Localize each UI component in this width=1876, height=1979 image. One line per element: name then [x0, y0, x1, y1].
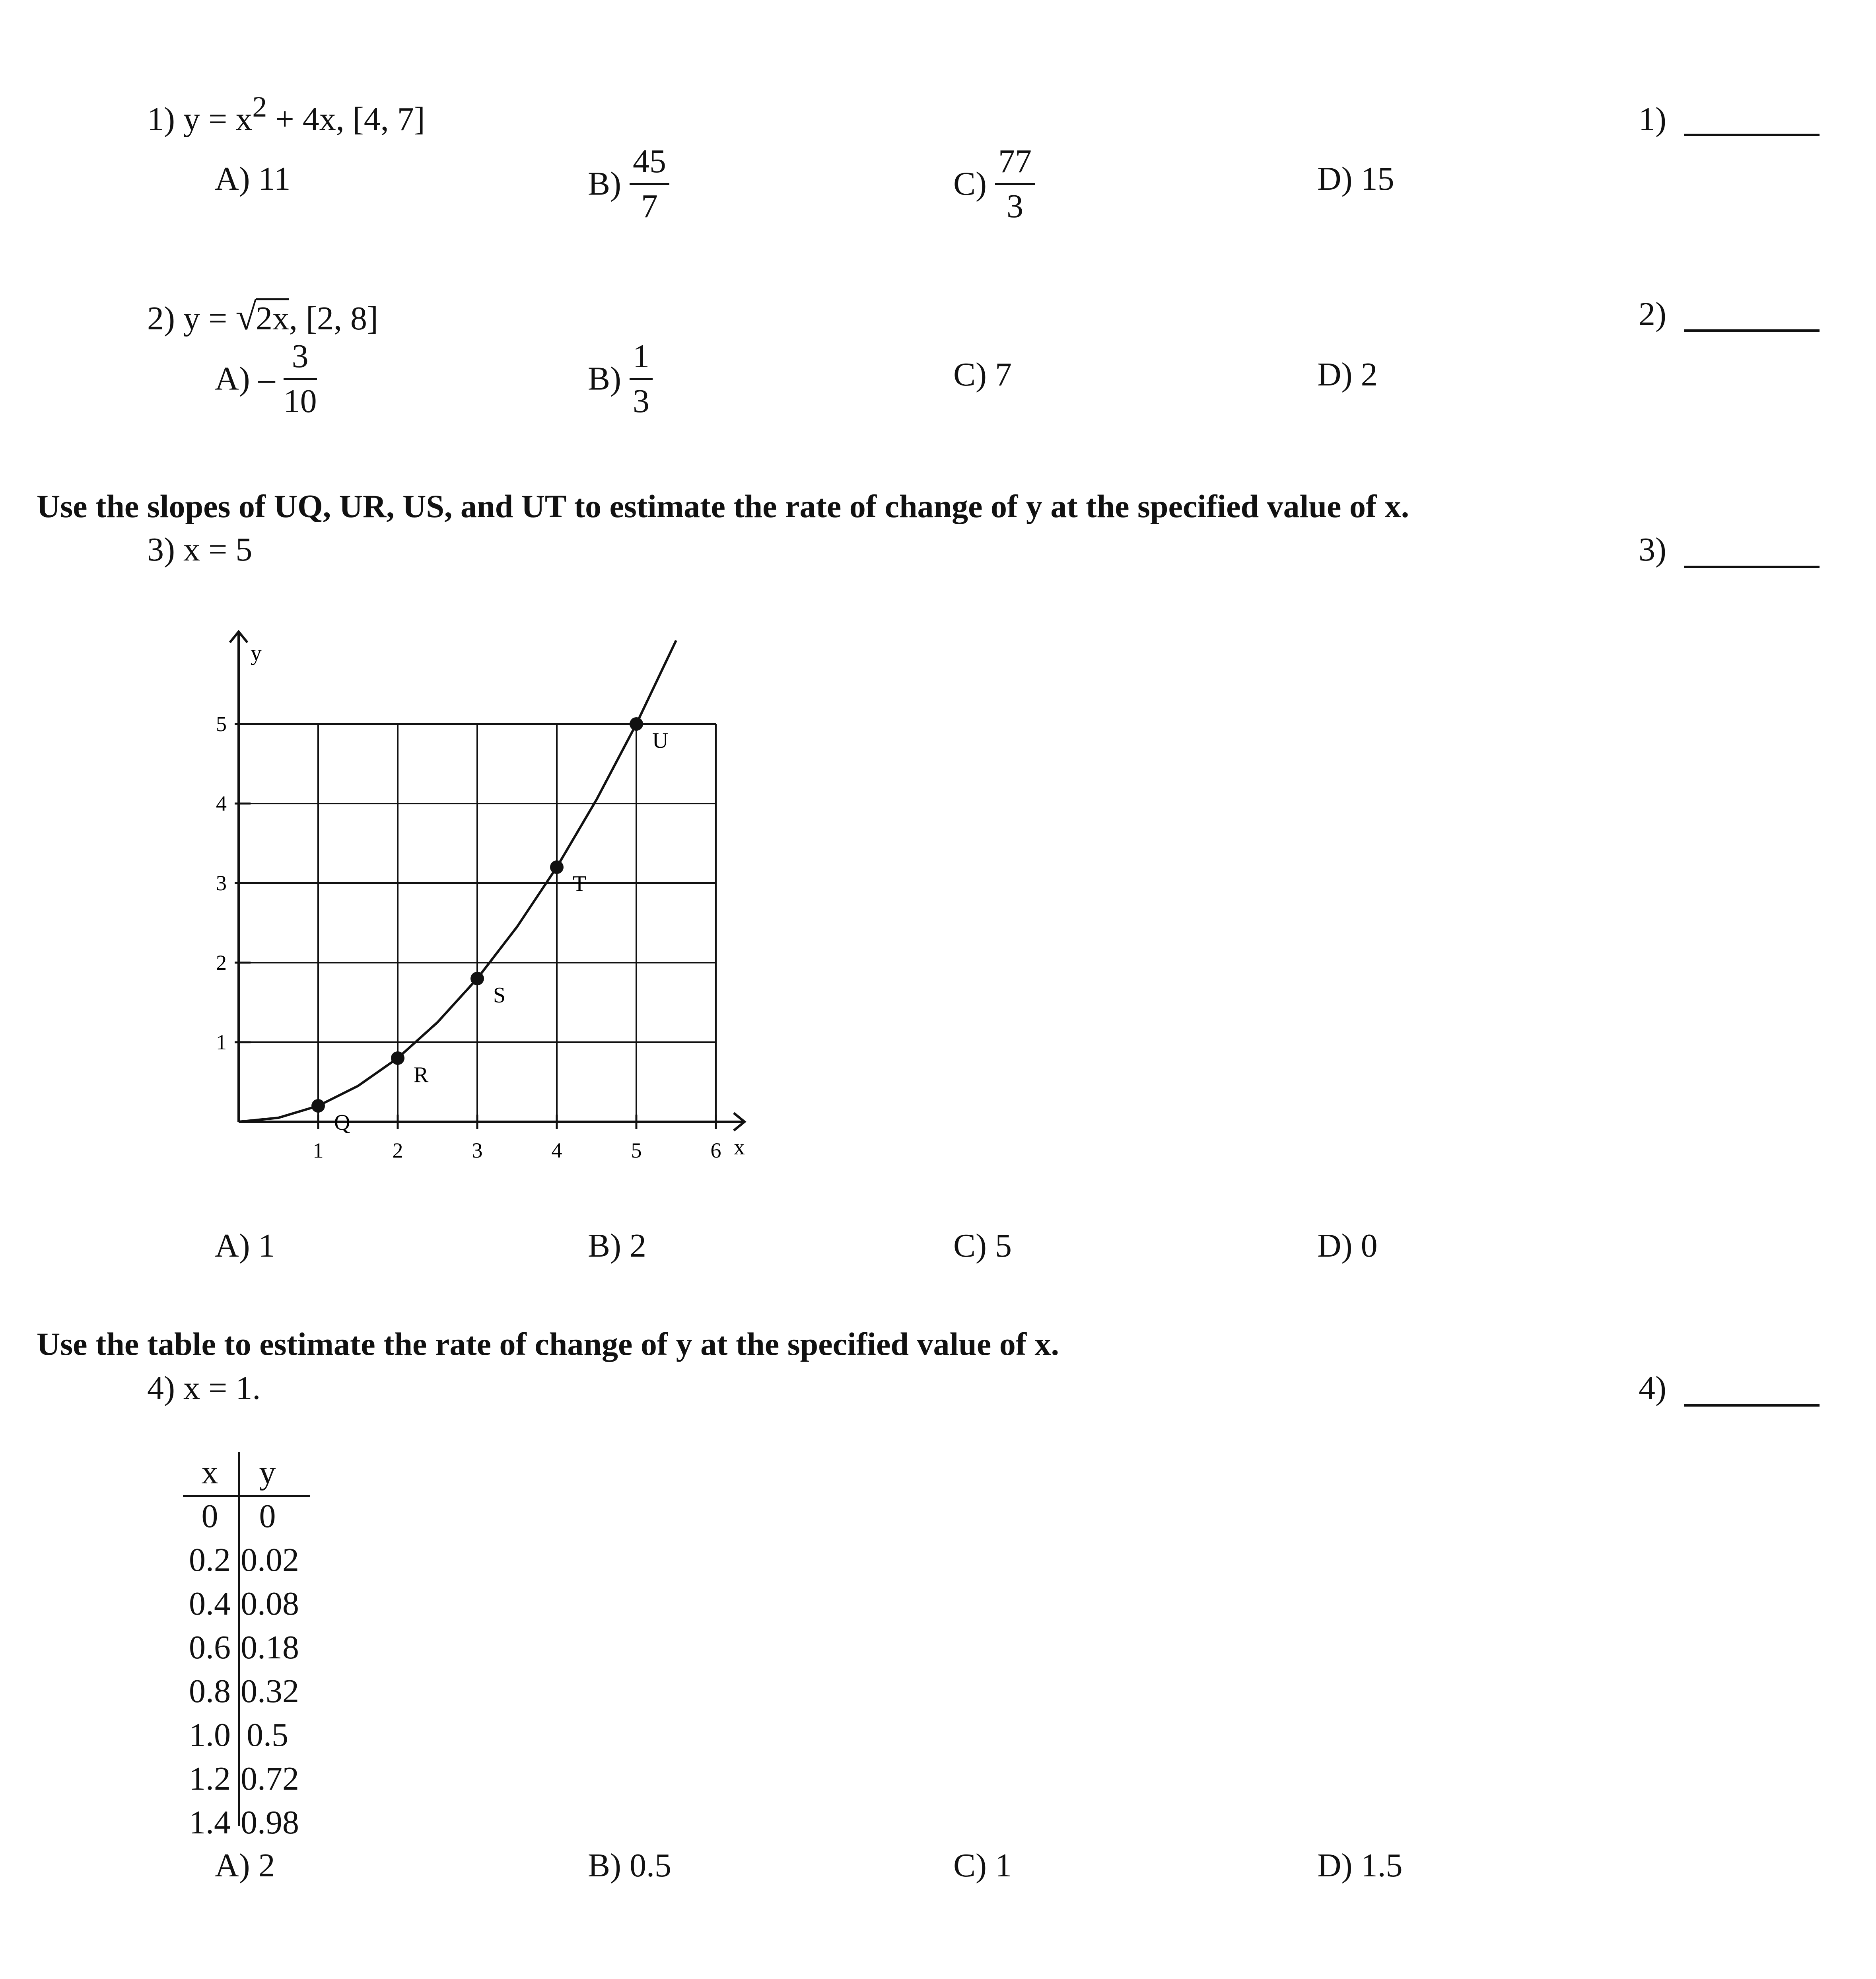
q1-choice-a[interactable]: A) 11 — [215, 160, 291, 197]
table-cell-y: 0.02 — [241, 1541, 299, 1578]
x-tick-label: 5 — [631, 1138, 642, 1162]
table-header-x: x — [201, 1454, 218, 1491]
q3-choice-c[interactable]: C) 5 — [953, 1227, 1012, 1264]
table-cell-y: 0 — [259, 1498, 276, 1535]
radical-sign: √ — [235, 295, 257, 338]
section2-instruction: Use the table to estimate the rate of change of y at the specified value of x. — [37, 1326, 1060, 1362]
y-tick-label: 4 — [216, 792, 227, 815]
table-header-y: y — [259, 1454, 276, 1491]
fraction-numerator: 45 — [630, 144, 669, 185]
y-axis-label: y — [251, 641, 262, 666]
table-cell-y: 0.5 — [247, 1716, 288, 1753]
table-cell-y: 0.18 — [241, 1629, 299, 1666]
table-cell-y: 0.08 — [241, 1585, 299, 1622]
q3-choice-b[interactable]: B) 2 — [588, 1227, 646, 1264]
q2-prompt — [147, 295, 378, 338]
q2-label: 2) y = — [147, 300, 236, 337]
point-q — [311, 1099, 325, 1113]
q3-number: 3) — [1639, 531, 1666, 568]
table-cell-x: 1.2 — [189, 1760, 231, 1797]
q1-choice-b-fraction — [630, 144, 669, 224]
point-r — [391, 1051, 404, 1065]
fraction-numerator: 1 — [630, 339, 653, 380]
q1-number: 1) — [1639, 101, 1666, 138]
table-cell-x: 0.2 — [189, 1541, 231, 1578]
q3-prompt: 3) x = 5 — [147, 531, 253, 568]
table-cell-x: 0 — [201, 1498, 218, 1535]
q1-rest: + 4x, [4, 7] — [267, 101, 425, 138]
labeled-points — [311, 717, 668, 1135]
x-axis-label: x — [734, 1135, 745, 1160]
table-column-rule — [238, 1452, 240, 1826]
x-tick-label: 2 — [392, 1138, 403, 1162]
q1-choice-c-fraction — [995, 144, 1035, 224]
point-label: S — [493, 983, 506, 1008]
fraction-denominator: 10 — [283, 383, 317, 420]
q1-choice-c[interactable] — [953, 144, 1035, 224]
fraction-denominator: 3 — [1007, 188, 1023, 225]
curve-line — [239, 640, 676, 1122]
fraction-denominator: 7 — [641, 188, 658, 225]
q1-answer-blank[interactable] — [1684, 134, 1820, 136]
point-t — [550, 860, 564, 874]
q2-answer-blank[interactable] — [1684, 329, 1820, 332]
fraction-numerator: 77 — [995, 144, 1035, 185]
q4-prompt: 4) x = 1. — [147, 1370, 261, 1407]
q2-radicand: 2x — [256, 298, 289, 335]
y-tick-label: 2 — [216, 951, 227, 975]
y-tick-label: 1 — [216, 1030, 227, 1054]
q2-choice-d[interactable]: D) 2 — [1317, 356, 1378, 393]
q2-choice-a[interactable] — [215, 339, 317, 419]
point-label: R — [414, 1062, 429, 1087]
q2-choice-a-prefix: A) – — [215, 360, 275, 397]
q3-answer-blank[interactable] — [1684, 566, 1820, 568]
table-cell-y: 0.32 — [241, 1673, 299, 1710]
point-label: U — [652, 728, 669, 753]
x-tick-label: 3 — [472, 1138, 483, 1162]
axes — [230, 632, 745, 1131]
section1-instruction: Use the slopes of UQ, UR, US, and UT to estimate the rate of change of y at the specified value of x. — [37, 488, 1409, 524]
q4-choice-a[interactable]: A) 2 — [215, 1847, 275, 1884]
q2-choice-c[interactable]: C) 7 — [953, 356, 1012, 393]
q1-label: 1) y = x — [147, 101, 253, 138]
q1-choice-c-prefix: C) — [953, 165, 987, 202]
point-label: Q — [334, 1110, 350, 1135]
x-tick-label: 6 — [710, 1138, 721, 1162]
q2-choice-a-fraction — [284, 339, 317, 419]
q1-choice-b[interactable] — [588, 144, 669, 224]
q1-choice-b-prefix: B) — [588, 165, 621, 202]
q4-answer-blank[interactable] — [1684, 1404, 1820, 1407]
y-tick-label: 3 — [216, 871, 227, 895]
table-cell-x: 0.8 — [189, 1673, 231, 1710]
point-label: T — [573, 872, 587, 896]
y-tick-label: 5 — [216, 712, 227, 736]
fraction-numerator: 3 — [284, 339, 317, 380]
q2-interval: , [2, 8] — [289, 300, 378, 337]
grid-lines — [239, 724, 716, 1122]
q3-graph — [207, 605, 772, 1162]
q2-choice-b-prefix: B) — [588, 360, 621, 397]
q4-choice-c[interactable]: C) 1 — [953, 1847, 1012, 1884]
q4-number: 4) — [1639, 1370, 1666, 1407]
q1-prompt — [147, 91, 425, 138]
q4-xy-table — [183, 1452, 318, 1841]
q1-exponent: 2 — [252, 91, 267, 123]
table-cell-x: 0.4 — [189, 1585, 231, 1622]
q2-number: 2) — [1639, 296, 1666, 333]
point-u — [630, 717, 643, 731]
x-tick-label: 4 — [551, 1138, 562, 1162]
q2-choice-b-fraction — [630, 339, 653, 419]
table-header-rule — [183, 1495, 310, 1497]
table-cell-y: 0.98 — [241, 1804, 299, 1841]
q3-choice-a[interactable]: A) 1 — [215, 1227, 275, 1264]
axis-ticks — [216, 712, 721, 1162]
q4-choice-d[interactable]: D) 1.5 — [1317, 1847, 1403, 1884]
table-cell-y: 0.72 — [241, 1760, 299, 1797]
q3-choice-d[interactable]: D) 0 — [1317, 1227, 1378, 1264]
table-cell-x: 1.0 — [189, 1716, 231, 1753]
q2-choice-b[interactable] — [588, 339, 653, 419]
table-cell-x: 1.4 — [189, 1804, 231, 1841]
q1-choice-d[interactable]: D) 15 — [1317, 160, 1394, 197]
x-tick-label: 1 — [313, 1138, 324, 1162]
table-cell-x: 0.6 — [189, 1629, 231, 1666]
q4-choice-b[interactable]: B) 0.5 — [588, 1847, 671, 1884]
point-s — [470, 972, 484, 985]
fraction-denominator: 3 — [633, 383, 649, 420]
